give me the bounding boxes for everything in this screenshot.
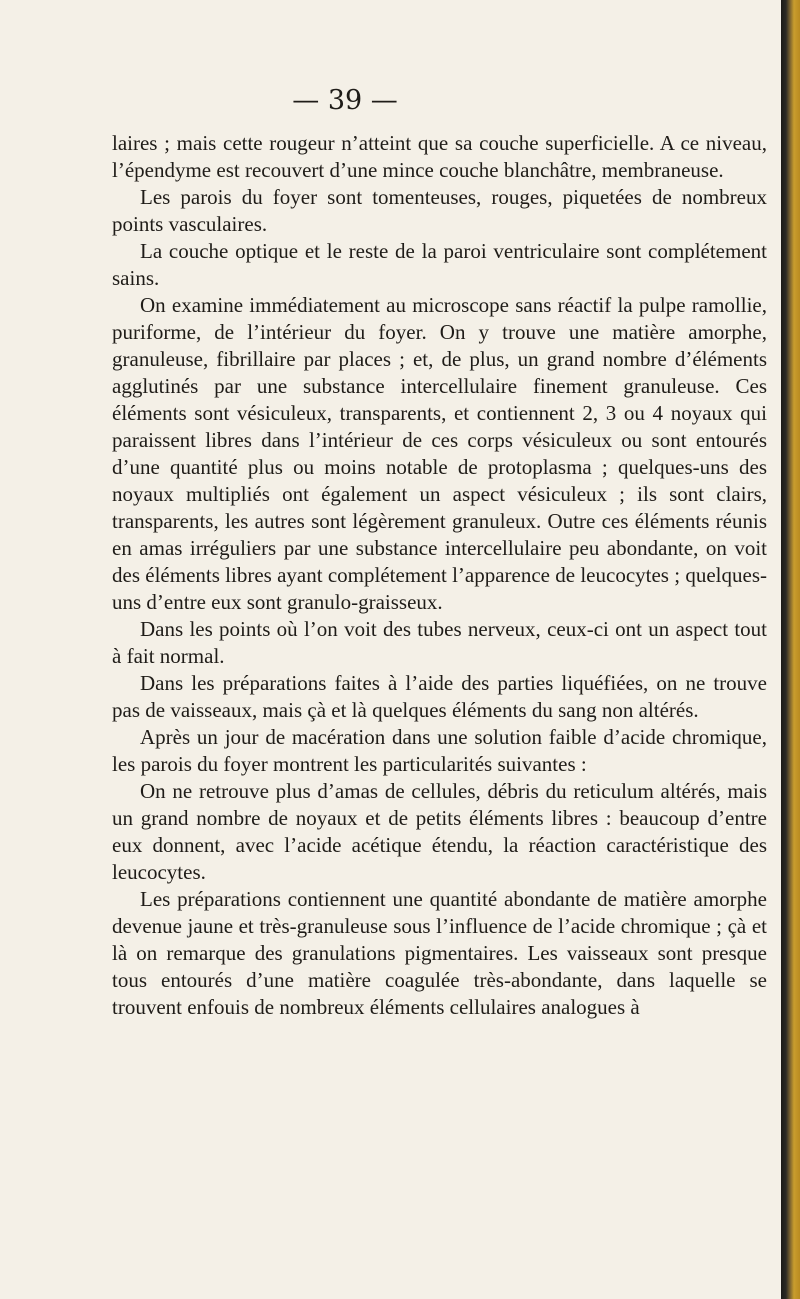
paragraph-2: Les parois du foyer sont tomenteuses, rouges, piquetées de nombreux points vasculaires.	[112, 185, 767, 236]
paragraph-6: Dans les préparations faites à l’aide des parties liquéfiées, on ne trouve pas de vaisseaux, mais çà et là quelques éléments du sang non altérés.	[112, 671, 767, 722]
page-number: — 39 —	[292, 85, 398, 116]
paragraph-7: Après un jour de macération dans une solution faible d’acide chromique, les parois du foyer montrent les particularités suivantes :	[112, 725, 767, 776]
paragraph-4: On examine immédiatement au microscope sans réactif la pulpe ramollie, puriforme, de l’intérieur du foyer. On y trouve une matière amorphe, granuleuse, fibrillaire par places ; et, de plus, un grand nombre d’éléments agglutinés par une substance intercellulaire finement granuleuse. Ces éléments sont vésiculeux, transparents, et contiennent 2, 3 ou 4 noyaux qui paraissent libres dans l’intérieur de ces corps vésiculeux ou sont entourés d’une quantité plus ou moins notable de protoplasma ; quelques-uns des noyaux multipliés ont également un aspect vésiculeux ; ils sont clairs, transparents, les autres sont légèrement granuleux. Outre ces éléments réunis en amas irréguliers par une substance intercellulaire peu abondante, on voit des éléments libres ayant complétement l’apparence de leucocytes ; quelques-uns d’entre eux sont granulo-graisseux.	[112, 293, 767, 614]
paragraph-3: La couche optique et le reste de la paroi ventriculaire sont complétement sains.	[112, 239, 767, 290]
paragraph-1: laires ; mais cette rougeur n’atteint que sa couche superficielle. A ce niveau, l’épendyme est recouvert d’une mince couche blanchâtre, membraneuse.	[112, 131, 767, 182]
paragraph-5: Dans les points où l’on voit des tubes nerveux, ceux-ci ont un aspect tout à fait normal.	[112, 617, 767, 668]
paragraph-8: On ne retrouve plus d’amas de cellules, débris du reticulum altérés, mais un grand nombre de noyaux et de petits éléments libres : beaucoup d’entre eux donnent, avec l’acide acétique étendu, la réaction caractéristique des leucocytes.	[112, 779, 767, 884]
paragraph-9: Les préparations contiennent une quantité abondante de matière amorphe devenue jaune et très-granuleuse sous l’influence de l’acide chromique ; çà et là on remarque des granulations pigmentaires. Les vaisseaux sont presque tous entourés d’une matière coagulée très-abondante, dans laquelle se trouvent enfouis de nombreux éléments cellulaires analogues à	[112, 887, 767, 1019]
page-edge-shadow	[781, 0, 800, 1299]
document-body	[112, 130, 767, 1021]
